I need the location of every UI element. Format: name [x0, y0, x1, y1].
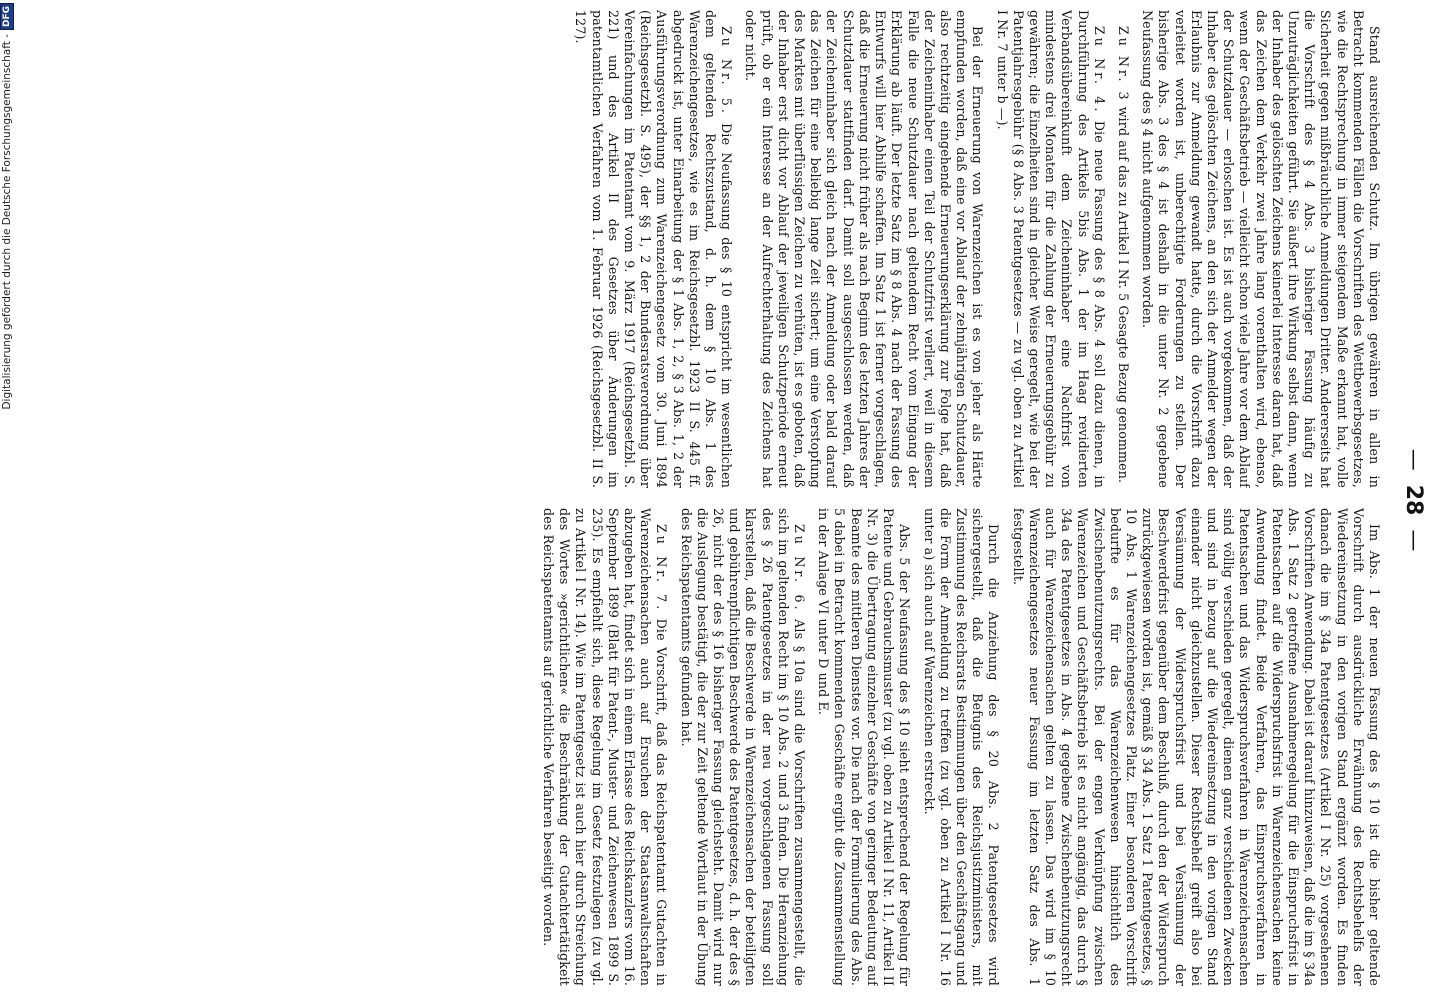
- text-column-right: [132, 508, 1382, 986]
- credit-text: Digitalisierung gefördert durch die Deutsche Forschungsgemeinschaft -: [1, 34, 13, 410]
- page-header: —28—: [1401, 448, 1426, 552]
- dfg-logo: DFG: [0, 3, 14, 30]
- paragraph: Im Abs. 1 der neuen Fassung des § 10 ist die bisher geltende Vorschrift durch ausdrückliche Erwähnung des Rechtsbehelfs der Wiedereinsetzung in den vorigen Stand ergänzt worden. Es finden danach die im § 34a Patentgesetzes (Artikel I Nr. 25) vorgesehenen Vorschriften Anwendung. Dabei ist darauf hinzuweisen, daß die im § 34a Abs. 1 Satz 2 getroffene Ausnahmeregelung für die Einspruchsfrist in Patentsachen auf die Widerspruchsfrist in Warenzeichensachen keine Anwendung findet. Beide Verfahren, das Einspruchsverfahren in Patentsachen und das Widerspruchsverfahren in Warenzeichensachen sind völlig verschieden geregelt, dienen ganz verschiedenen Zwecken und sind in bezug auf die Wiedereinsetzung in den vorigen Stand einander nicht gleichzustellen. Dieser Rechtsbehelf greift also bei Versäumung der Widerspruchsfrist und bei Versäumung der Beschwerdefrist gegenüber dem Beschluß, durch den der Widerspruch zurückgewiesen worden ist, gemäß § 34 Abs. 1 Satz 1 Patentgesetzes, § 10 Abs. 1 Warenzeichengesetzes Platz. Einer besonderen Vorschrift bedurfte es für das Warenzeichenwesen hinsichtlich des Zwischenbenutzungsrechts. Bei der engen Verknüpfung zwischen Warenzeichen und Geschäftsbetrieb ist es nicht angängig, das durch § 34a des Patentgesetzes in Abs. 4 gegebene Zwischenbenutzungsrecht auch für Warenzeichensachen gelten zu lassen. Das wird im § 10 Warenzeichengesetzes neuer Fassung im letzten Satz des Abs. 1 festgestellt.: [1010, 508, 1382, 986]
- paragraph: Zu Nr. 6. Als § 10a sind die Vorschriften zusammengestellt, die sich im geltenden Recht im § 10 Abs. 2 und 3 finden. Die Heranziehung des § 26 Patentgesetzes in der neu vorgeschlagenen Fassung soll klarstellen, daß die Beschwerde in Warenzeichensachen der beteiligten und gebührenpflichtigen Beschwerde des Patentgesetzes, d. h. der des § 26, nicht der des § 16 bisheriger Fassung gleichsteht. Damit wird nur die Auslegung bestätigt, die der zur Zeit geltende Wortlaut in der Übung des Reichspatentamts gefunden hat.: [678, 508, 808, 986]
- paragraph: Zu Nr. 4. Die neue Fassung des § 8 Abs. 4 soll dazu dienen, in Durchführung des Artikels 5bis Abs. 1 der im Haag revidierten Verbandsübereinkunft dem Zeicheninhaber eine Nachfrist von mindestens drei Monaten für die Zahlung der Erneuerungsgebühr zu gewähren; die Einzelheiten sind in gleicher Weise geregelt, wie bei der Patentjahresgebühr (§ 8 Abs. 3 Patentgesetzes — zu vgl. oben zu Artikel I Nr. 7 unter b —).: [994, 10, 1107, 488]
- paragraph: Zu Nr. 5. Die Neufassung des § 10 entspricht im wesentlichen dem geltenden Rechtszustand, d. h. dem § 10 Abs. 1 des Warenzeichengesetzes, wie es im Reichsgesetzbl. 1923 II S. 445 ff. abgedruckt ist, unter Einarbeitung der § 1 Abs. 1, 2, § 3 Abs. 1, 2 der Ausführungsverordnung zum Warenzeichengesetz vom 30. Juni 1894 (Reichsgesetzbl. S. 495), der §§ 1, 2 der Bundesratsverordnung über Vereinfachungen im Patentamt vom 9. März 1917 (Reichsgesetzbl. S. 221) und des Artikel II des Gesetzes über Änderungen im patentamtlichen Verfahren vom 1. Februar 1926 (Reichsgesetzbl. II S. 127).: [573, 10, 735, 488]
- paragraph: Bei der Erneuerung von Warenzeichen ist es von jeher als Härte empfunden worden, daß eine vor Ablauf der zehnjährigen Schutzdauer, also rechtzeitig eingehende Erneuerungserklärung zur Folge hat, daß der Zeicheninhaber einen Teil der Schutzfrist verliert, weil in diesem Falle die neue Schutzdauer nach geltendem Recht vom Eingang der Erklärung ab läuft. Der letzte Satz im § 8 Abs. 4 nach der Fassung des Entwurfs will hier Abhilfe schaffen. Im Satz 1 ist ferner vorgeschlagen, daß die Erneuerung nicht früher als nach Beginn des letzten Jahres der Schutzdauer stattfinden darf. Damit soll ausgeschlossen werden, daß der Zeicheninhaber sich gleich nach der Anmeldung oder bald darauf das Zeichen für eine beliebig lange Zeit sichert; um eine Verstopfung des Marktes mit überflüssigen Zeichen zu verhüten, ist es geboten, daß der Inhaber erst dicht vor Ablauf der jeweiligen Schutzperiode erneut prüft, ob er ein Interesse an der Aufrechterhaltung des Zeichens hat oder nicht.: [743, 10, 986, 488]
- paragraph: Durch die Anziehung des § 20 Abs. 2 Patentgesetzes wird sichergestellt, daß die Befugnis des Reichsjustizministers, mit Zustimmung des Reichsrats Bestimmungen über den Geschäftsgang und die Form der Anmeldung zu treffen (zu vgl. oben zu Artikel I Nr. 16 unter a) sich auch auf Warenzeichen erstreckt.: [921, 508, 1002, 986]
- text-column-left: [132, 10, 1382, 488]
- paragraph: Abs. 5 der Neufassung des § 10 sieht entsprechend der Regelung für Patente und Gebrauchsmuster (zu vgl. oben zu Artikel I Nr. 11, Artikel II Nr. 3) die Übertragung einzelner Geschäfte von geringer Bedeutung auf Beamte des mittleren Dienstes vor. Die nach der Formulierung des Abs. 5 dabei in Betracht kommenden Geschäfte ergibt die Zusammenstellung in der Anlage VI unter D und E.: [816, 508, 913, 986]
- paragraph: Zu Nr. 7. Die Vorschrift, daß das Reichspatentamt Gutachten in Warenzeichensachen auch auf Ersuchen der Staatsanwaltschaften abzugeben hat, findet sich in einem Erlasse des Reichskanzlers vom 16. September 1899 (Blatt für Patent-, Muster- und Zeichenwesen 1899 S. 235). Es empfiehlt sich, diese Regelung im Gesetz festzulegen (zu vgl. zu Artikel I Nr. 14). Wie im Patentgesetz ist auch hier durch Streichung des Wortes »gerichtlichen« die Beschränkung der Gutachtertätigkeit des Reichspatentamts auf gerichtliche Verfahren beseitigt worden.: [541, 508, 670, 986]
- paragraph: Stand ausreichenden Schutz. Im übrigen gewähren in allen in Betracht kommenden Fällen die Vorschriften des Wettbewerbsgesetzes, wie die Rechtsprechung in immer steigendem Maße erkannt hat, volle Sicherheit gegen mißbräuchliche Anmeldungen Dritter. Andererseits hat die Vorschrift des § 4 Abs. 3 bisheriger Fassung häufig zu Unzuträglichkeiten geführt. Sie äußert ihre Wirkung selbst dann, wenn der Inhaber des gelöschten Zeichens keinerlei Interesse daran hat, daß das Zeichen dem Verkehr zwei Jahre lang vorenthalten wird, ebenso, wenn der Geschäftsbetrieb — vielleicht schon viele Jahre vor dem Ablauf der Schutzdauer — erloschen ist. Es ist auch vorgekommen, daß der Inhaber des gelöschten Zeichens, an den sich der Anmelder wegen der Erlaubnis zur Anmeldung gewandt hatte, durch die Vorschrift dazu verleitet worden ist, unberechtigte Forderungen zu stellen. Der bisherige Abs. 3 des § 4 ist deshalb in die unter Nr. 2 gegebene Neufassung des § 4 nicht aufgenommen worden.: [1140, 10, 1382, 488]
- digitization-credit: [0, 3, 14, 995]
- paragraph: Zu Nr. 3 wird auf das zu Artikel I Nr. 5 Gesagte Bezug genommen.: [1115, 26, 1131, 484]
- page-number: 28: [1401, 484, 1426, 516]
